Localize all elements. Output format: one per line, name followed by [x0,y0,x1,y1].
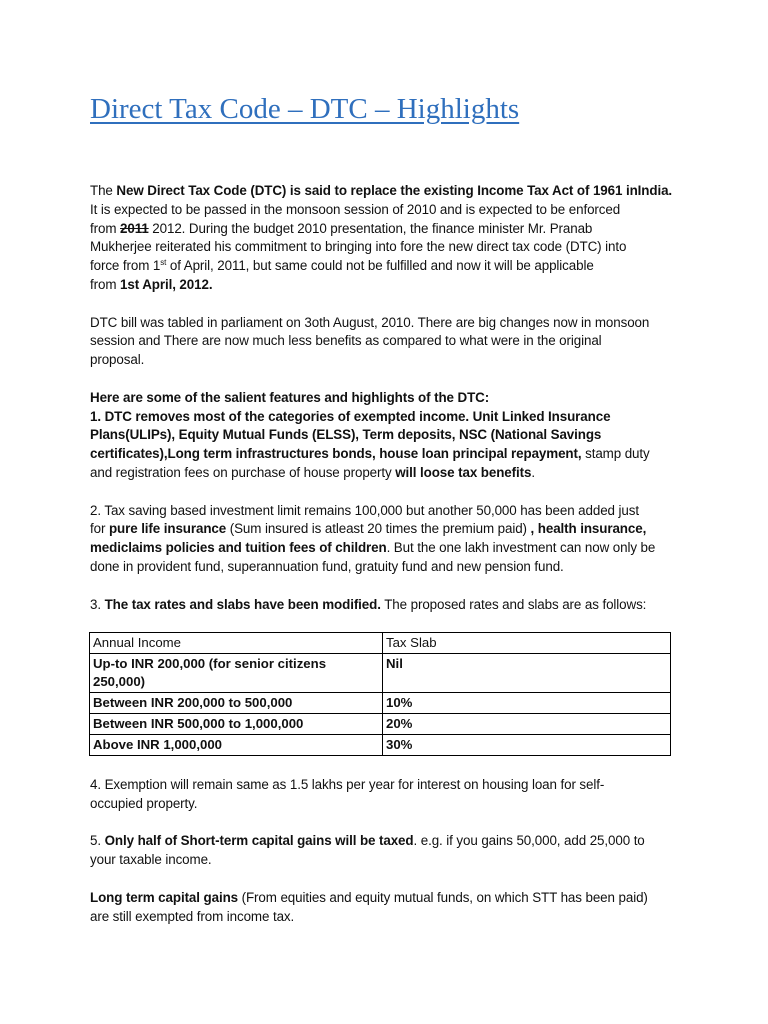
intro-section [90,182,690,614]
page-title: Direct Tax Code – DTC – Highlights [90,93,520,125]
table-row [90,735,671,756]
feature-5-line: your taxable income. [90,852,212,868]
table-row [90,654,671,693]
ltcg-line: are still exempted from income tax. [90,908,295,924]
table-row [90,714,671,735]
table-header-row [90,633,671,654]
feature-5-line: 5. Only half of Short-term capital gains will be taxed. e.g. if you gains 50,000, add 25,000 to [90,833,645,849]
feature-1-line: Plans(ULIPs), Equity Mutual Funds (ELSS), Term deposits, NSC (National Savings [90,427,602,443]
header-tax-slab: Tax Slab [383,633,671,654]
ltcg-line: Long term capital gains (From equities and equity mutual funds, on which STT has been paid) [90,889,648,905]
income-cell: Between INR 200,000 to 500,000 [90,693,383,714]
feature-3-line: 3. The tax rates and slabs have been modified. The proposed rates and slabs are as follows: [90,596,647,612]
tax-slab-table [89,632,671,756]
feature-1-line: certificates),Long term infrastructures bonds, house loan principal repayment, stamp duty [90,446,650,462]
intro-paragraph-line: It is expected to be passed in the monsoon session of 2010 and is expected to be enforced [90,201,621,217]
intro-paragraph-line: Mukherjee reiterated his commitment to bringing into fore the new direct tax code (DTC) into [90,239,627,255]
feature-1-line: 1. DTC removes most of the categories of exempted income. Unit Linked Insurance [90,408,611,424]
feature-4-line: 4. Exemption will remain same as 1.5 lakhs per year for interest on housing loan for self- [90,777,605,792]
intro-paragraph-line: force from 1st of April, 2011, but same could not be fulfilled and now it will be applicable [90,258,594,274]
slab-cell: 20% [383,714,671,735]
income-cell: Above INR 1,000,000 [90,735,383,756]
table-row [90,693,671,714]
later-section [90,776,690,926]
feature-1-line: and registration fees on purchase of house property will loose tax benefits. [90,464,535,480]
dtc-bill-paragraph-line: proposal. [90,352,145,368]
feature-2-line: mediclaims policies and tuition fees of children. But the one lakh investment can now only be [90,540,656,556]
struck-year: 2011 [120,220,149,236]
intro-paragraph-line: from 2011 2012. During the budget 2010 presentation, the finance minister Mr. Pranab [90,220,593,236]
slab-cell: 30% [383,735,671,756]
feature-2-line: done in provident fund, superannuation fund, gratuity fund and new pension fund. [90,558,564,574]
feature-2-line: 2. Tax saving based investment limit remains 100,000 but another 50,000 has been added just [90,502,639,518]
intro-paragraph-line: from 1st April, 2012. [90,276,213,292]
slab-cell: Nil [383,654,671,693]
intro-paragraph-line: The New Direct Tax Code (DTC) is said to replace the existing Income Tax Act of 1961 inIndia. [90,183,673,198]
feature-2-line: for pure life insurance (Sum insured is atleast 20 times the premium paid) , health insurance, [90,521,647,537]
dtc-bill-paragraph-line: DTC bill was tabled in parliament on 3oth August, 2010. There are big changes now in monsoon [90,314,650,330]
dtc-bill-paragraph-line: session and There are now much less benefits as compared to what were in the original [90,333,602,349]
features-heading: Here are some of the salient features and highlights of the DTC: [90,389,490,405]
income-cell: Up-to INR 200,000 (for senior citizens 250,000) [90,654,383,693]
feature-4-line: occupied property. [90,795,198,811]
income-cell: Between INR 500,000 to 1,000,000 [90,714,383,735]
slab-cell: 10% [383,693,671,714]
header-annual-income: Annual Income [90,633,383,654]
